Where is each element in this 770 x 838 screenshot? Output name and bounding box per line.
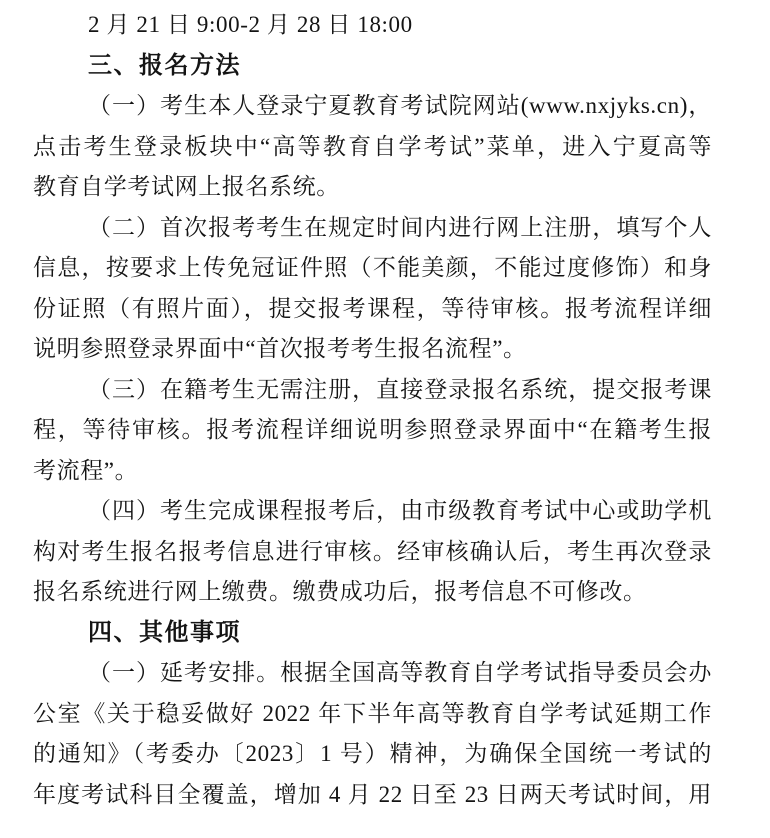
section-heading: 三、报名方法 (88, 51, 241, 79)
text-line: 报名系统进行网上缴费。缴费成功后，报考信息不可修改。 (33, 579, 647, 604)
text-line: 年度考试科目全覆盖，增加 4 月 22 日至 23 日两天考试时间，用 (33, 781, 712, 807)
text-line: 点击考生登录板块中“高等教育自学考试”菜单，进入宁夏高等 (33, 133, 712, 159)
text-line: （一）延考安排。根据全国高等教育自学考试指导委员会办 (88, 660, 712, 685)
text-line: （三）在籍考生无需注册，直接登录报名系统，提交报考课 (88, 376, 712, 402)
text-line: 份证照（有照片面），提交报考课程，等待审核。报考流程详细 (33, 295, 712, 321)
text-line: 的通知》（考委办〔2023〕1 号）精神，为确保全国统一考试的 (33, 741, 712, 766)
text-line: 公室《关于稳妥做好 2022 年下半年高等教育自学考试延期工作 (33, 700, 712, 726)
text-line: 说明参照登录界面中“首次报考考生报名流程”。 (33, 336, 527, 361)
text-line: 2 月 21 日 9:00-2 月 28 日 18:00 (88, 12, 413, 37)
text-line: 信息，按要求上传免冠证件照（不能美颜，不能过度修饰）和身 (33, 255, 712, 280)
text-line: （一）考生本人登录宁夏教育考试院网站(www.nxjyks.cn)， (88, 93, 712, 118)
text-line: 考流程”。 (33, 457, 139, 483)
section-heading: 四、其他事项 (88, 618, 241, 646)
text-line: 程，等待审核。报考流程详细说明参照登录界面中“在籍考生报 (33, 417, 712, 442)
document-body (33, 5, 712, 815)
text-line: （四）考生完成课程报考后，由市级教育考试中心或助学机 (88, 498, 712, 523)
text-line: 教育自学考试网上报名系统。 (33, 174, 340, 199)
text-line: （二）首次报考考生在规定时间内进行网上注册，填写个人 (88, 214, 712, 240)
text-line: 构对考生报名报考信息进行审核。经审核确认后，考生再次登录 (33, 538, 712, 564)
